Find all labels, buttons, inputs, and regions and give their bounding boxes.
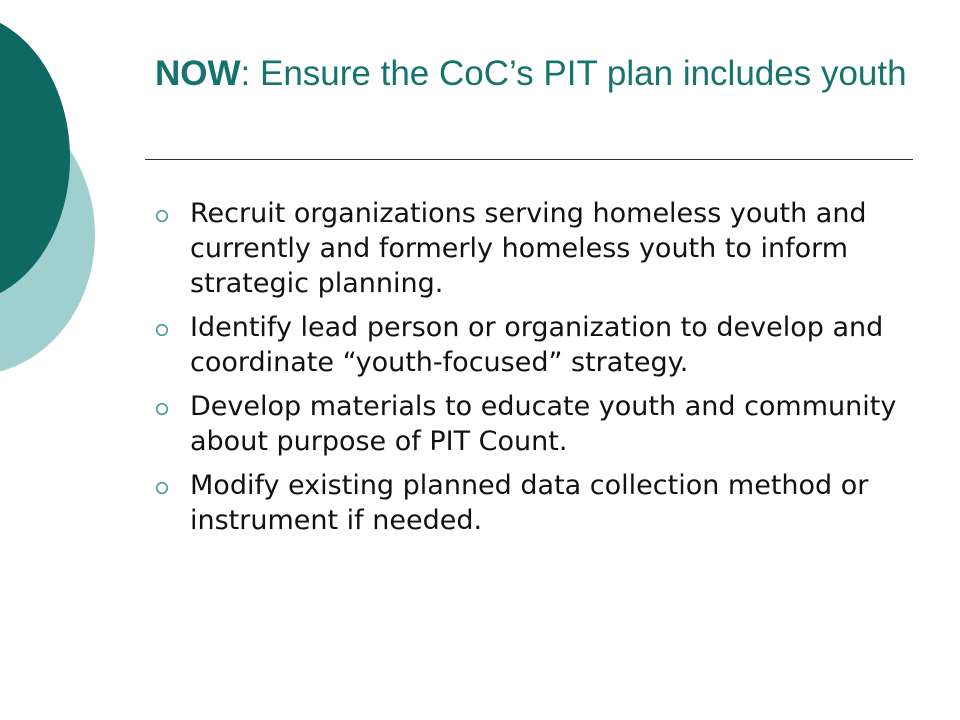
circle-bullet-icon: [155, 470, 169, 505]
bullet-item: [155, 389, 915, 459]
bullet-list: [155, 196, 915, 547]
bullet-text: Develop materials to educate youth and community about purpose of PIT Count.: [190, 391, 897, 457]
bullet-item: [155, 310, 915, 380]
title-divider: [145, 159, 913, 160]
title-emphasis: NOW: [155, 54, 241, 93]
bullet-text: Recruit organizations serving homeless youth and currently and formerly homeless youth to inform strategic planning.: [190, 198, 867, 299]
bullet-text: Identify lead person or organization to develop and coordinate “youth-focused” strategy.: [190, 312, 884, 378]
slide-title: [155, 50, 915, 98]
circle-bullet-icon: [155, 391, 169, 426]
bullet-item: [155, 468, 915, 538]
title-text: : Ensure the CoC’s PIT plan includes youth: [240, 54, 907, 93]
bullet-item: [155, 196, 915, 301]
circle-bullet-icon: [155, 312, 169, 347]
bullet-text: Modify existing planned data collection method or instrument if needed.: [190, 470, 869, 536]
circle-bullet-icon: [155, 198, 169, 233]
